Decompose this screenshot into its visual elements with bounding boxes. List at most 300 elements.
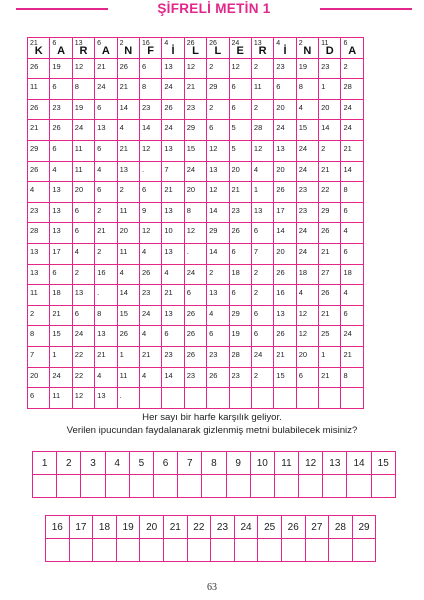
key-answer-cell[interactable] — [234, 539, 258, 562]
grid-cell[interactable] — [319, 120, 341, 141]
grid-cell[interactable] — [229, 264, 251, 285]
grid-cell[interactable] — [117, 202, 139, 223]
grid-cell[interactable] — [207, 346, 229, 367]
grid-cell[interactable] — [117, 140, 139, 161]
grid-cell[interactable] — [117, 79, 139, 100]
grid-cell[interactable] — [229, 58, 251, 79]
grid-cell[interactable] — [72, 285, 94, 306]
key-answer-cell[interactable] — [153, 475, 177, 498]
grid-cell[interactable] — [95, 58, 117, 79]
grid-cell[interactable] — [117, 58, 139, 79]
grid-cell[interactable] — [162, 223, 184, 244]
grid-cell[interactable] — [95, 202, 117, 223]
grid-cell[interactable] — [207, 264, 229, 285]
grid-cell[interactable] — [28, 223, 50, 244]
grid-cell[interactable] — [162, 140, 184, 161]
grid-cell[interactable] — [28, 305, 50, 326]
key-answer-cell[interactable] — [69, 539, 93, 562]
key-answer-cell[interactable] — [352, 539, 376, 562]
grid-cell[interactable] — [28, 99, 50, 120]
grid-cell[interactable] — [296, 182, 318, 203]
grid-cell[interactable] — [296, 161, 318, 182]
grid-cell[interactable] — [207, 285, 229, 306]
grid-cell[interactable] — [50, 140, 72, 161]
grid-cell[interactable] — [162, 161, 184, 182]
key-answer-cell[interactable] — [129, 475, 153, 498]
grid-cell[interactable] — [28, 120, 50, 141]
grid-cell[interactable] — [319, 202, 341, 223]
grid-cell[interactable] — [184, 161, 206, 182]
grid-cell[interactable] — [341, 99, 363, 120]
grid-cell[interactable] — [50, 388, 72, 409]
grid-cell[interactable] — [72, 58, 94, 79]
grid-cell[interactable] — [28, 346, 50, 367]
grid-cell[interactable] — [251, 38, 273, 59]
grid-cell[interactable] — [207, 58, 229, 79]
grid-cell[interactable] — [341, 38, 363, 59]
grid-cell[interactable] — [319, 223, 341, 244]
grid-cell[interactable] — [162, 99, 184, 120]
grid-cell[interactable] — [251, 326, 273, 347]
grid-cell[interactable] — [207, 326, 229, 347]
grid-cell[interactable] — [251, 223, 273, 244]
grid-cell[interactable] — [296, 285, 318, 306]
grid-cell[interactable] — [229, 326, 251, 347]
grid-cell[interactable] — [139, 161, 161, 182]
grid-cell[interactable] — [319, 264, 341, 285]
grid-cell[interactable] — [95, 99, 117, 120]
grid-cell[interactable] — [319, 140, 341, 161]
grid-cell[interactable] — [319, 305, 341, 326]
grid-cell[interactable] — [95, 182, 117, 203]
grid-cell[interactable] — [251, 79, 273, 100]
grid-cell[interactable] — [251, 285, 273, 306]
grid-cell[interactable] — [229, 202, 251, 223]
grid-cell[interactable] — [207, 120, 229, 141]
grid-cell[interactable] — [139, 38, 161, 59]
grid-cell[interactable] — [341, 305, 363, 326]
grid-cell[interactable] — [229, 79, 251, 100]
grid-cell[interactable] — [341, 140, 363, 161]
grid-cell[interactable] — [207, 161, 229, 182]
grid-cell[interactable] — [296, 223, 318, 244]
grid-cell[interactable] — [50, 120, 72, 141]
grid-cell[interactable] — [72, 223, 94, 244]
grid-cell[interactable] — [139, 79, 161, 100]
key-answer-cell[interactable] — [81, 475, 105, 498]
key-answer-cell[interactable] — [211, 539, 235, 562]
grid-cell[interactable] — [117, 243, 139, 264]
grid-cell[interactable] — [296, 346, 318, 367]
grid-cell[interactable] — [296, 140, 318, 161]
grid-cell[interactable] — [274, 388, 296, 409]
grid-cell[interactable] — [251, 202, 273, 223]
grid-cell[interactable] — [207, 305, 229, 326]
grid-cell[interactable] — [229, 161, 251, 182]
grid-cell[interactable] — [207, 182, 229, 203]
key-answer-cell[interactable] — [202, 475, 226, 498]
grid-cell[interactable] — [28, 367, 50, 388]
grid-cell[interactable] — [50, 264, 72, 285]
grid-cell[interactable] — [139, 140, 161, 161]
grid-cell[interactable] — [72, 99, 94, 120]
key-answer-cell[interactable] — [187, 539, 211, 562]
grid-cell[interactable] — [341, 243, 363, 264]
grid-cell[interactable] — [296, 305, 318, 326]
grid-cell[interactable] — [95, 326, 117, 347]
grid-cell[interactable] — [28, 161, 50, 182]
grid-cell[interactable] — [72, 120, 94, 141]
grid-cell[interactable] — [50, 99, 72, 120]
key-answer-cell[interactable] — [329, 539, 353, 562]
grid-cell[interactable] — [229, 388, 251, 409]
grid-cell[interactable] — [274, 367, 296, 388]
grid-cell[interactable] — [95, 346, 117, 367]
grid-cell[interactable] — [296, 326, 318, 347]
cell-number: 18 — [52, 288, 61, 298]
grid-cell[interactable] — [296, 388, 318, 409]
grid-cell[interactable] — [72, 79, 94, 100]
grid-cell[interactable] — [139, 243, 161, 264]
key-answer-cell[interactable] — [226, 475, 250, 498]
grid-cell[interactable] — [72, 346, 94, 367]
grid-cell[interactable] — [162, 243, 184, 264]
grid-cell[interactable] — [341, 367, 363, 388]
grid-cell[interactable] — [72, 264, 94, 285]
grid-cell[interactable] — [117, 264, 139, 285]
grid-cell[interactable] — [28, 264, 50, 285]
grid-cell[interactable] — [207, 202, 229, 223]
grid-cell[interactable] — [50, 326, 72, 347]
grid-cell[interactable] — [207, 388, 229, 409]
grid-cell[interactable] — [162, 388, 184, 409]
grid-cell[interactable] — [296, 58, 318, 79]
grid-cell[interactable] — [184, 182, 206, 203]
grid-cell[interactable] — [296, 243, 318, 264]
grid-cell[interactable] — [117, 120, 139, 141]
grid-cell[interactable] — [341, 182, 363, 203]
grid-cell[interactable] — [274, 326, 296, 347]
grid-cell[interactable] — [207, 367, 229, 388]
grid-cell[interactable] — [162, 202, 184, 223]
grid-cell[interactable] — [274, 285, 296, 306]
grid-cell[interactable] — [319, 58, 341, 79]
grid-cell[interactable] — [50, 202, 72, 223]
key-answer-cell[interactable] — [116, 539, 140, 562]
grid-cell[interactable] — [319, 285, 341, 306]
grid-cell[interactable] — [296, 120, 318, 141]
grid-cell[interactable] — [28, 243, 50, 264]
grid-cell[interactable] — [184, 346, 206, 367]
grid-cell[interactable] — [341, 326, 363, 347]
grid-cell[interactable] — [95, 367, 117, 388]
grid-cell[interactable] — [50, 161, 72, 182]
grid-cell[interactable] — [50, 58, 72, 79]
grid-cell[interactable] — [162, 326, 184, 347]
grid-cell[interactable] — [95, 79, 117, 100]
grid-cell[interactable] — [319, 346, 341, 367]
grid-cell[interactable] — [72, 202, 94, 223]
grid-cell[interactable] — [274, 120, 296, 141]
grid-cell[interactable] — [184, 202, 206, 223]
grid-cell[interactable] — [139, 264, 161, 285]
grid-cell[interactable] — [251, 367, 273, 388]
grid-cell[interactable] — [72, 182, 94, 203]
grid-cell[interactable] — [184, 58, 206, 79]
grid-cell[interactable] — [72, 326, 94, 347]
grid-cell[interactable] — [28, 182, 50, 203]
grid-cell[interactable] — [274, 79, 296, 100]
key-answer-cell[interactable] — [140, 539, 164, 562]
grid-cell[interactable] — [229, 99, 251, 120]
grid-cell[interactable] — [296, 264, 318, 285]
grid-cell[interactable] — [184, 79, 206, 100]
grid-cell[interactable] — [319, 367, 341, 388]
grid-cell[interactable] — [274, 202, 296, 223]
grid-cell[interactable] — [139, 326, 161, 347]
grid-cell[interactable] — [341, 346, 363, 367]
key-answer-cell[interactable] — [178, 475, 202, 498]
grid-cell[interactable] — [50, 346, 72, 367]
grid-cell[interactable] — [251, 58, 273, 79]
grid-cell[interactable] — [229, 285, 251, 306]
grid-cell[interactable] — [95, 140, 117, 161]
grid-cell[interactable] — [296, 367, 318, 388]
grid-cell[interactable] — [184, 38, 206, 59]
grid-cell[interactable] — [162, 367, 184, 388]
grid-cell[interactable] — [229, 346, 251, 367]
grid-cell[interactable] — [139, 367, 161, 388]
grid-cell[interactable] — [341, 202, 363, 223]
grid-cell[interactable] — [274, 243, 296, 264]
grid-cell[interactable] — [95, 120, 117, 141]
grid-cell[interactable] — [139, 305, 161, 326]
grid-cell[interactable] — [184, 243, 206, 264]
grid-cell[interactable] — [139, 346, 161, 367]
grid-cell[interactable] — [251, 161, 273, 182]
grid-cell[interactable] — [50, 243, 72, 264]
grid-cell[interactable] — [95, 161, 117, 182]
grid-cell[interactable] — [72, 243, 94, 264]
grid-cell[interactable] — [72, 367, 94, 388]
grid-cell[interactable] — [139, 99, 161, 120]
grid-cell[interactable] — [341, 264, 363, 285]
grid-cell[interactable] — [162, 285, 184, 306]
grid-cell[interactable] — [50, 367, 72, 388]
grid-cell[interactable] — [296, 79, 318, 100]
key-answer-cell[interactable] — [33, 475, 57, 498]
grid-cell[interactable] — [296, 99, 318, 120]
grid-cell[interactable] — [341, 285, 363, 306]
grid-cell[interactable] — [274, 161, 296, 182]
grid-cell[interactable] — [117, 38, 139, 59]
grid-cell[interactable] — [229, 367, 251, 388]
grid-cell[interactable] — [274, 99, 296, 120]
grid-cell[interactable] — [184, 388, 206, 409]
grid-cell[interactable] — [229, 182, 251, 203]
grid-cell[interactable] — [184, 223, 206, 244]
key-answer-cell[interactable] — [250, 475, 274, 498]
grid-cell[interactable] — [184, 305, 206, 326]
grid-cell[interactable] — [184, 120, 206, 141]
grid-cell[interactable] — [319, 38, 341, 59]
grid-cell[interactable] — [50, 38, 72, 59]
grid-cell[interactable] — [139, 285, 161, 306]
grid-cell[interactable] — [207, 243, 229, 264]
grid-cell[interactable] — [162, 182, 184, 203]
grid-cell[interactable] — [50, 182, 72, 203]
key-answer-cell[interactable] — [347, 475, 371, 498]
key-answer-cell[interactable] — [305, 539, 329, 562]
grid-cell[interactable] — [274, 264, 296, 285]
grid-cell[interactable] — [95, 305, 117, 326]
grid-cell[interactable] — [28, 202, 50, 223]
grid-cell[interactable] — [72, 305, 94, 326]
grid-cell[interactable] — [319, 161, 341, 182]
grid-cell[interactable] — [319, 388, 341, 409]
grid-cell[interactable] — [251, 243, 273, 264]
grid-cell[interactable] — [95, 388, 117, 409]
grid-cell[interactable] — [95, 38, 117, 59]
key-answer-cell[interactable] — [299, 475, 323, 498]
key-answer-cell[interactable] — [258, 539, 282, 562]
grid-cell[interactable] — [341, 58, 363, 79]
grid-cell[interactable] — [139, 223, 161, 244]
grid-cell[interactable] — [28, 326, 50, 347]
grid-cell[interactable] — [251, 305, 273, 326]
grid-cell[interactable] — [341, 79, 363, 100]
grid-cell[interactable] — [162, 346, 184, 367]
grid-cell[interactable] — [229, 120, 251, 141]
grid-cell[interactable] — [274, 38, 296, 59]
key-answer-cell[interactable] — [281, 539, 305, 562]
grid-cell[interactable] — [139, 202, 161, 223]
grid-cell[interactable] — [184, 285, 206, 306]
grid-cell[interactable] — [229, 140, 251, 161]
grid-cell[interactable] — [184, 326, 206, 347]
grid-cell[interactable] — [274, 140, 296, 161]
grid-cell[interactable] — [319, 79, 341, 100]
grid-cell[interactable] — [274, 305, 296, 326]
key-answer-cell[interactable] — [46, 539, 70, 562]
grid-cell[interactable] — [229, 243, 251, 264]
grid-cell[interactable] — [117, 223, 139, 244]
grid-cell[interactable] — [162, 264, 184, 285]
key-answer-cell[interactable] — [323, 475, 347, 498]
grid-cell[interactable] — [162, 79, 184, 100]
key-answer-cell[interactable] — [371, 475, 395, 498]
grid-cell[interactable] — [95, 243, 117, 264]
grid-cell[interactable] — [117, 182, 139, 203]
grid-cell[interactable] — [139, 58, 161, 79]
grid-cell[interactable] — [207, 99, 229, 120]
grid-cell[interactable] — [117, 305, 139, 326]
grid-cell[interactable] — [117, 388, 139, 409]
grid-cell[interactable] — [72, 140, 94, 161]
grid-cell[interactable] — [117, 346, 139, 367]
grid-cell[interactable] — [28, 58, 50, 79]
grid-cell[interactable] — [184, 99, 206, 120]
grid-cell[interactable] — [341, 161, 363, 182]
grid-cell[interactable] — [319, 99, 341, 120]
grid-cell[interactable] — [72, 38, 94, 59]
grid-cell[interactable] — [229, 223, 251, 244]
grid-cell[interactable] — [251, 140, 273, 161]
grid-cell[interactable] — [341, 388, 363, 409]
grid-cell[interactable] — [296, 38, 318, 59]
grid-cell[interactable] — [162, 305, 184, 326]
grid-cell[interactable] — [251, 120, 273, 141]
grid-cell[interactable] — [162, 120, 184, 141]
grid-cell[interactable] — [50, 223, 72, 244]
grid-cell[interactable] — [50, 79, 72, 100]
grid-cell[interactable] — [117, 285, 139, 306]
grid-cell[interactable] — [274, 182, 296, 203]
key-answer-cell[interactable] — [93, 539, 117, 562]
grid-cell[interactable] — [95, 264, 117, 285]
grid-cell[interactable] — [251, 346, 273, 367]
grid-cell[interactable] — [207, 140, 229, 161]
grid-cell[interactable] — [72, 388, 94, 409]
grid-cell[interactable] — [139, 182, 161, 203]
grid-cell[interactable] — [72, 161, 94, 182]
key-answer-cell[interactable] — [57, 475, 81, 498]
grid-cell[interactable] — [28, 285, 50, 306]
grid-cell[interactable] — [184, 264, 206, 285]
grid-cell[interactable] — [341, 120, 363, 141]
grid-cell[interactable] — [95, 223, 117, 244]
grid-cell[interactable] — [207, 79, 229, 100]
grid-cell[interactable] — [50, 285, 72, 306]
grid-cell[interactable] — [207, 223, 229, 244]
grid-cell[interactable] — [28, 140, 50, 161]
grid-cell[interactable] — [50, 305, 72, 326]
grid-cell[interactable] — [207, 38, 229, 59]
grid-cell[interactable] — [251, 388, 273, 409]
key-answer-cell[interactable] — [274, 475, 298, 498]
grid-cell[interactable] — [229, 38, 251, 59]
grid-cell[interactable] — [162, 58, 184, 79]
grid-cell[interactable] — [28, 38, 50, 59]
grid-cell[interactable] — [117, 99, 139, 120]
grid-cell[interactable] — [319, 243, 341, 264]
grid-cell[interactable] — [139, 120, 161, 141]
grid-cell[interactable] — [184, 140, 206, 161]
grid-cell[interactable] — [251, 264, 273, 285]
grid-cell[interactable] — [95, 285, 117, 306]
grid-cell[interactable] — [274, 223, 296, 244]
grid-cell[interactable] — [341, 223, 363, 244]
grid-cell[interactable] — [274, 346, 296, 367]
grid-cell[interactable] — [28, 388, 50, 409]
grid-cell[interactable] — [229, 305, 251, 326]
grid-cell[interactable] — [184, 367, 206, 388]
grid-cell[interactable] — [251, 182, 273, 203]
grid-cell[interactable] — [251, 99, 273, 120]
grid-cell[interactable] — [117, 161, 139, 182]
grid-cell[interactable] — [28, 79, 50, 100]
key-answer-cell[interactable] — [163, 539, 187, 562]
grid-cell[interactable] — [117, 367, 139, 388]
grid-cell[interactable] — [162, 38, 184, 59]
key-answer-cell[interactable] — [105, 475, 129, 498]
grid-cell[interactable] — [319, 182, 341, 203]
grid-cell[interactable] — [319, 326, 341, 347]
grid-cell[interactable] — [296, 202, 318, 223]
grid-cell[interactable] — [117, 326, 139, 347]
grid-cell[interactable] — [139, 388, 161, 409]
grid-cell[interactable] — [274, 58, 296, 79]
